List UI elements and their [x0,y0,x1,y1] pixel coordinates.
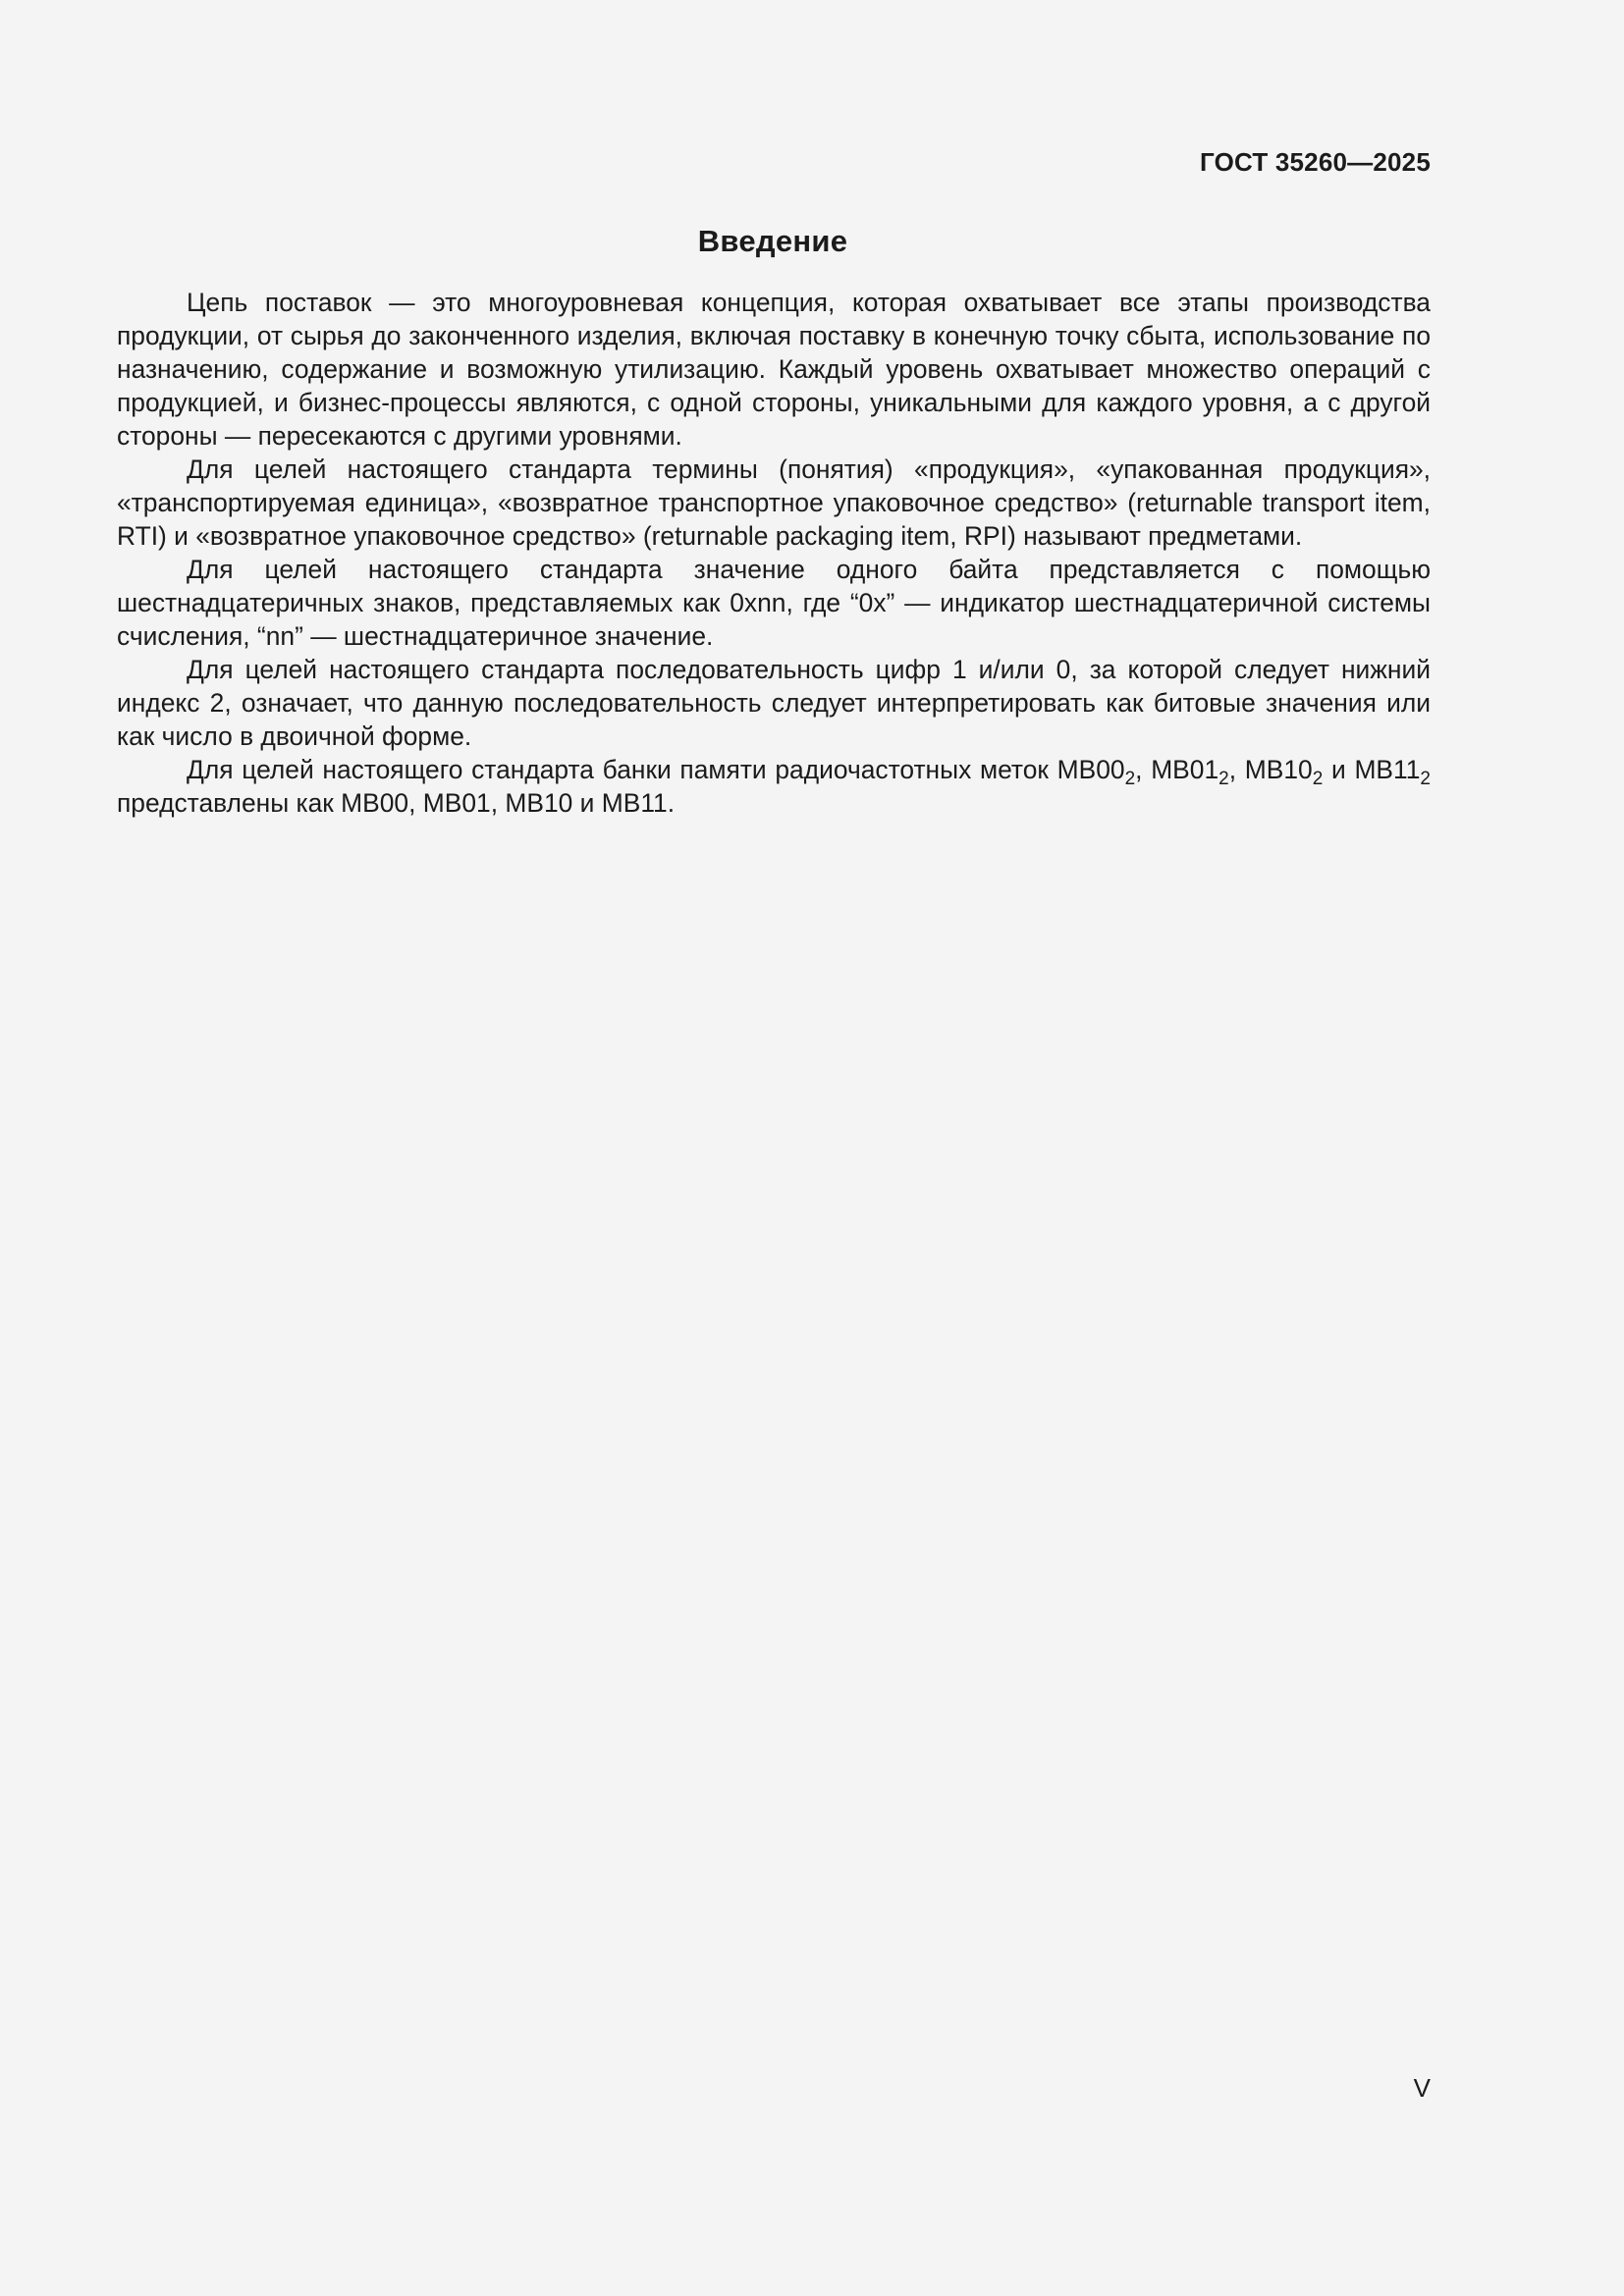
subscript-two: 2 [1124,769,1136,789]
separator: , [1135,755,1152,784]
bank-mb00: MB00 [1056,755,1125,784]
paragraph-memory-banks [117,753,1431,820]
bank-mb01: MB01 [1151,755,1219,784]
subscript-two: 2 [1218,769,1229,789]
bank-mb10: MB10 [1244,755,1313,784]
page-number: V [1413,2073,1431,2103]
section-title: Введение [697,224,848,258]
separator: , [1228,755,1245,784]
paragraph-items-terms: Для целей настоящего стандарта термины (понятия) «продукция», «упакованная продукция», «транспортируемая единица», «возвратное транспортное упаковочное средство» (returnable transport item, RTI) и «возвратное упаковочное средство» (returnable packaging item, RPI) называют предметами. [117,454,1431,551]
separator: и [1323,755,1355,784]
paragraph-supply-chain: Цепь поставок — это многоуровневая концепция, которая охватывает все этапы производства продукции, от сырья до законченного изделия, включая поставку в конечную точку сбыта, использование по назначению, содержание и возможную утилизацию. Каждый уровень охватывает множество операций с продукцией, и бизнес-процессы являются, с одной стороны, уникальными для каждого уровня, а с другой стороны — пересекаются с другими уровнями. [117,288,1431,451]
introduction-body [117,286,1431,820]
memory-banks-outro: представлены как MB00, MB01, MB10 и MB11. [117,788,676,818]
subscript-two: 2 [1312,769,1324,789]
memory-banks-intro: Для целей настоящего стандарта банки памяти радиочастотных меток [187,755,1057,784]
paragraph-hex-notation: Для целей настоящего стандарта значение одного байта представляется с помощью шестнадцатеричных знаков, представляемых как 0xnn, где “0x” — индикатор шестнадцатеричной системы счисления, “nn” — шестнадцатеричное значение. [117,555,1431,651]
document-code: ГОСТ 35260—2025 [1200,147,1431,177]
bank-mb11: MB11 [1354,755,1421,784]
subscript-two: 2 [1420,769,1431,789]
paragraph-binary-notation: Для целей настоящего стандарта последовательность цифр 1 и/или 0, за которой следует нижний индекс 2, означает, что данную последовательность следует интерпретировать как битовые значения или как число в двоичной форме. [117,655,1431,751]
